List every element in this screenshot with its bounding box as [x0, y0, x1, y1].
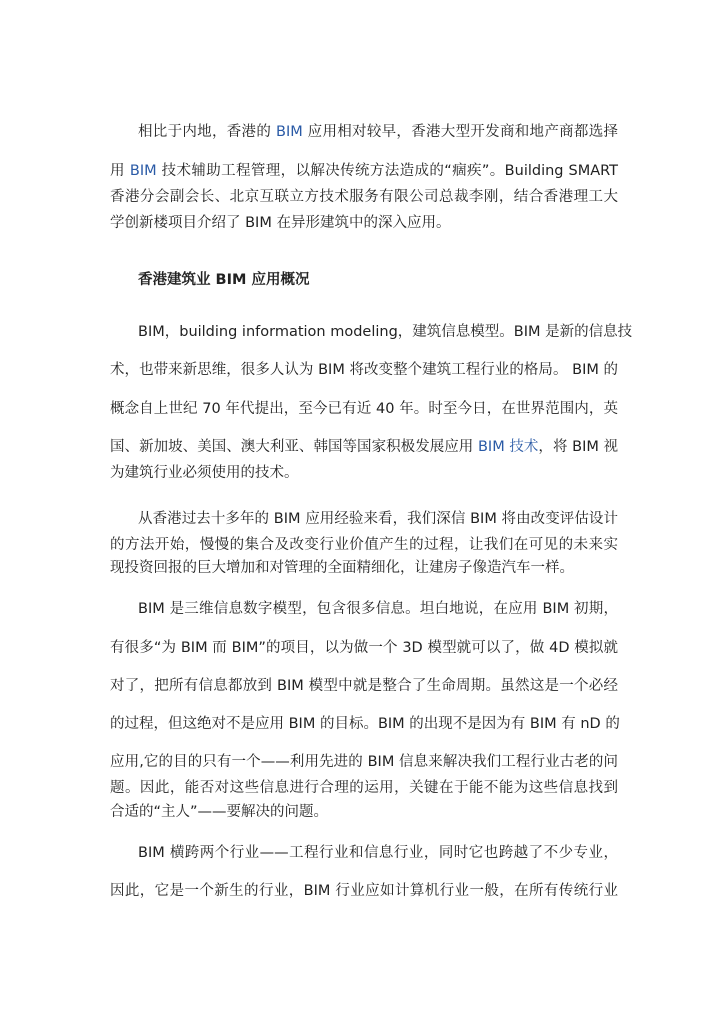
p3-line-5: 应用,它的目的只有一个——利用先进的 BIM 信息来解决我们工程行业古老的问 [110, 754, 618, 770]
intro-line-1 [138, 122, 618, 142]
p1-line-3: 概念自上世纪 70 年代提出，至今已有近 40 年。时至今日，在世界范围内，英 [110, 401, 618, 417]
text-span: 应用相对较早，香港大型开发商和地产商都选择 [302, 124, 619, 140]
p2-line-2: 的方法开始，慢慢的集合及改变行业价值产生的过程，让我们在可见的未来实 [110, 537, 618, 553]
p4-line-2: 因此，它是一个新生的行业，BIM 行业应如计算机行业一般，在所有传统行业 [110, 883, 618, 899]
section-heading: 香港建筑业 BIM 应用概况 [138, 272, 310, 288]
p3-line-6: 题。因此，能否对这些信息进行合理的运用，关键在于能不能为这些信息找到 [110, 780, 618, 796]
text-span: 用 [110, 163, 130, 179]
p1-line-5: 为建筑行业必须使用的技术。 [110, 465, 299, 481]
text-span: 相比于内地，香港的 [138, 124, 277, 140]
intro-line-4: 学创新楼项目介绍了 BIM 在异形建筑中的深入应用。 [110, 215, 451, 231]
p2-line-3: 现投资回报的巨大增加和对管理的全面精细化，让建房子像造汽车一样。 [110, 560, 574, 576]
p3-line-7: 合适的“主人”——要解决的问题。 [110, 804, 329, 820]
bim-tech-link[interactable]: BIM 技术 [477, 439, 539, 455]
intro-line-3: 香港分会副会长、北京互联立方技术服务有限公司总裁李刚，结合香港理工大 [110, 189, 618, 205]
p3-line-1: BIM 是三维信息数字模型，包含很多信息。坦白地说，在应用 BIM 初期， [138, 601, 618, 617]
p1-line-2: 术，也带来新思维，很多人认为 BIM 将改变整个建筑工程行业的格局。 BIM 的 [110, 362, 618, 378]
p1-line-1: BIM，building information modeling，建筑信息模型。BIM 是新的信息技 [138, 324, 633, 340]
p2-line-1: 从香港过去十多年的 BIM 应用经验来看，我们深信 BIM 将由改变评估设计 [138, 511, 618, 527]
intro-line-2 [110, 161, 618, 181]
p1-line-4 [110, 437, 618, 457]
text-span: 国、新加坡、美国、澳大利亚、韩国等国家积极发展应用 [110, 439, 478, 455]
p3-line-3: 对了，把所有信息都放到 BIM 模型中就是整合了生命周期。虽然这是一个必经 [110, 678, 618, 694]
bim-link[interactable]: BIM [276, 124, 303, 140]
text-span: ，将 BIM 视 [538, 439, 619, 455]
bim-link[interactable]: BIM [129, 163, 157, 179]
p3-line-4: 的过程，但这绝对不是应用 BIM 的目标。BIM 的出现不是因为有 BIM 有 nD 的 [110, 716, 620, 732]
text-span: 技术辅助工程管理，以解决传统方法造成的“痼疾”。Building SMART [156, 163, 619, 179]
p3-line-2: 有很多“为 BIM 而 BIM”的项目，以为做一个 3D 模型就可以了，做 4D 模拟就 [110, 640, 618, 656]
p4-line-1: BIM 横跨两个行业——工程行业和信息行业，同时它也跨越了不少专业， [138, 845, 618, 861]
